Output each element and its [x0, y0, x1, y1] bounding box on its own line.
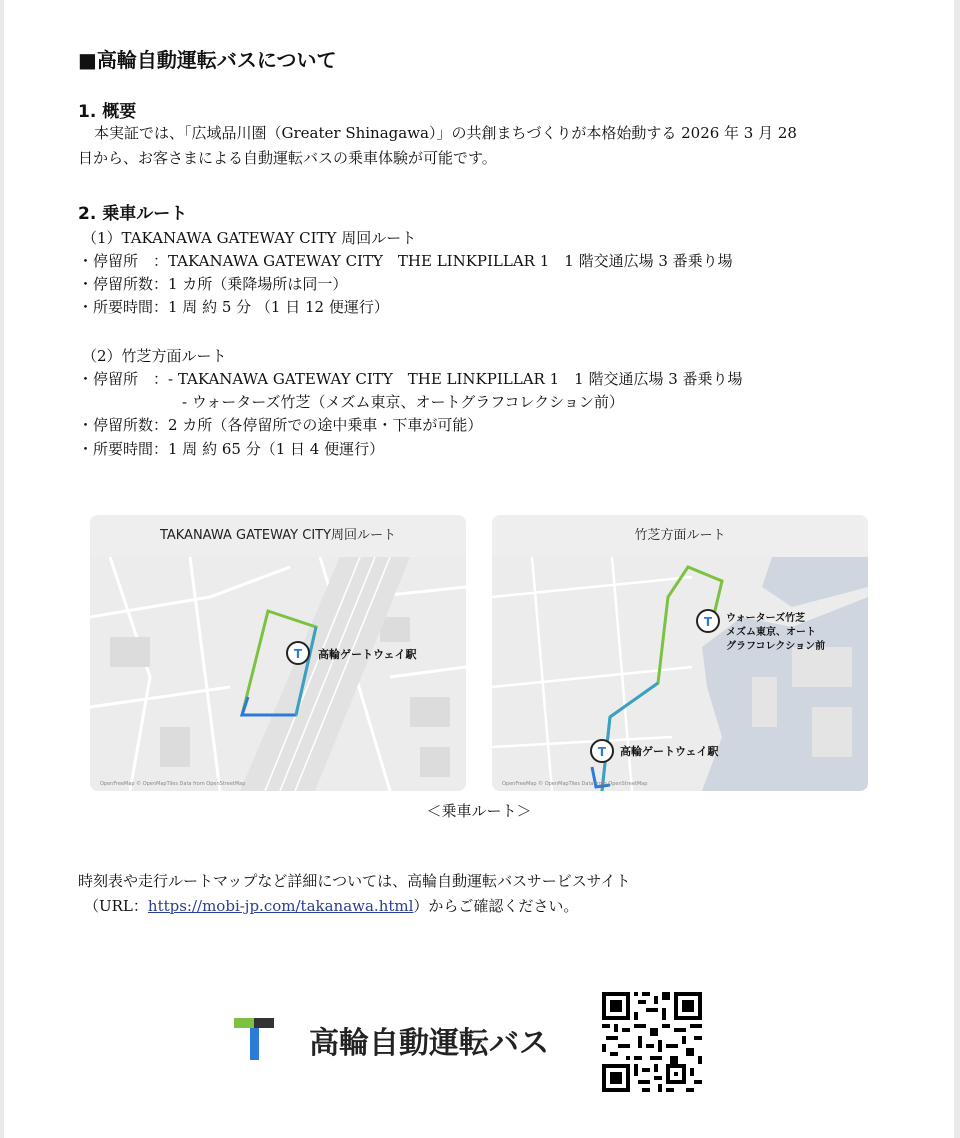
route2-time: ・所要時間：1 周 約 65 分（1 日 4 便運行）	[78, 440, 385, 458]
route2-title: （2）竹芝方面ルート	[82, 347, 227, 365]
url-prefix: （URL：	[84, 897, 148, 915]
route1-time: ・所要時間：1 周 約 5 分 （1 日 12 便運行）	[78, 298, 389, 316]
takeshiba-route-map	[492, 557, 868, 791]
route1-stop: ・停留所 ：TAKANAWA GATEWAY CITY THE LINKPILLAR 1 1 階交通広場 3 番乗り場	[78, 252, 733, 270]
route-heading: 2. 乗車ルート	[78, 204, 188, 224]
loop-route-map	[90, 557, 466, 791]
logo-text: 高輪自動運転バス	[309, 1026, 549, 1061]
takanawa-bus-logo-icon	[234, 1018, 280, 1062]
map-card-loop-route	[90, 515, 466, 791]
takeshiba-label-3: グラフコレクション前	[726, 641, 826, 652]
route2-count: ・停留所数：2 カ所（各停留所での途中乗車・下車が可能）	[78, 416, 483, 434]
document-page	[4, 0, 954, 1138]
svg-text:T: T	[293, 647, 303, 661]
overview-heading: 1. 概要	[78, 102, 137, 122]
document-title: ■高輪自動運転バスについて	[78, 48, 337, 72]
service-site-link[interactable]: https://mobi-jp.com/takanawa.html	[147, 897, 414, 915]
figure-caption: ＜乗車ルート＞	[426, 802, 532, 820]
station-label: 高輪ゲートウェイ駅	[318, 648, 417, 661]
svg-text:T: T	[597, 745, 607, 759]
route2-stop-1: ・停留所 ：- TAKANAWA GATEWAY CITY THE LINKPILLAR 1 1 階交通広場 3 番乗り場	[78, 370, 743, 388]
takeshiba-label-1: ウォーターズ竹芝	[726, 613, 806, 624]
takeshiba-label-2: メズム東京、オート	[726, 627, 816, 638]
map-credit: OpenFreeMap © OpenMapTiles Data from OpenStreetMap	[502, 781, 648, 787]
map-card-takeshiba-route	[492, 515, 868, 791]
map-caption: TAKANAWA GATEWAY CITY周回ルート	[159, 528, 397, 543]
route1-count: ・停留所数：1 カ所（乗降場所は同一）	[78, 275, 348, 293]
footer-line-1: 時刻表や走行ルートマップなど詳細については、高輪自動運転バスサービスサイト	[78, 872, 631, 890]
route1-title: （1）TAKANAWA GATEWAY CITY 周回ルート	[82, 229, 417, 247]
overview-line-1: 本実証では、「広域品川圏（Greater Shinagawa）」の共創まちづくりが本格始動する 2026 年 3 月 28	[94, 124, 797, 142]
svg-text:T: T	[703, 615, 713, 629]
overview-line-2: 日から、お客さまによる自動運転バスの乗車体験が可能です。	[78, 149, 497, 167]
footer-line-2	[84, 895, 578, 916]
route2-stop-2: - ウォーターズ竹芝（メズム東京、オートグラフコレクション前）	[182, 393, 624, 411]
qr-code[interactable]	[602, 992, 702, 1092]
url-suffix: ）からご確認ください。	[413, 897, 579, 915]
map-credit: OpenFreeMap © OpenMapTiles Data from OpenStreetMap	[100, 781, 246, 787]
map-caption: 竹芝方面ルート	[634, 528, 726, 543]
station-label: 高輪ゲートウェイ駅	[620, 745, 719, 758]
